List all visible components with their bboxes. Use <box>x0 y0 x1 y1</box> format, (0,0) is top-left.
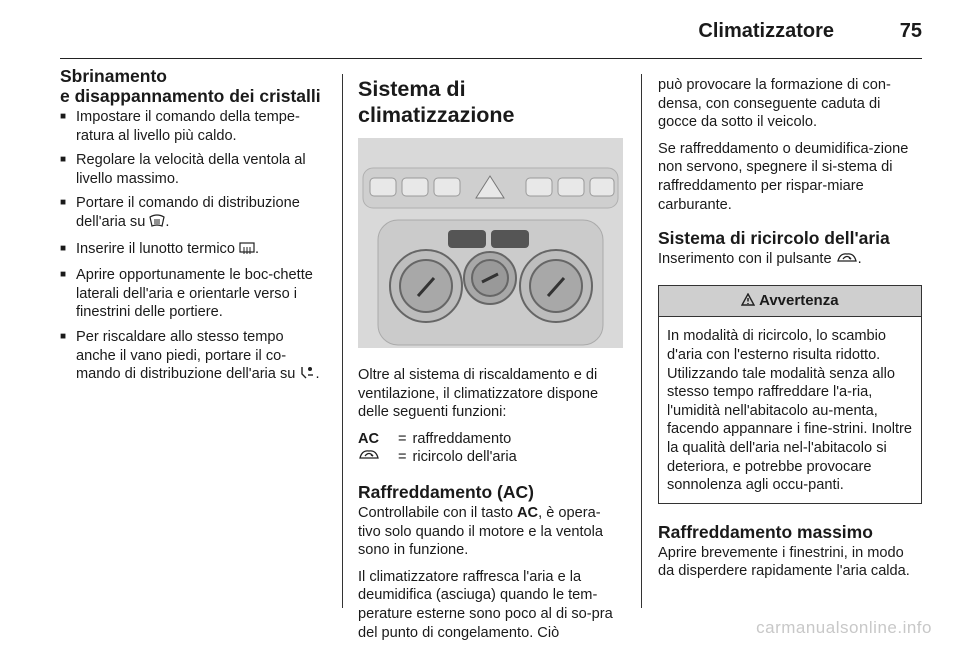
list-item: ■ Impostare il comando della tempe-ratura al livello più caldo. <box>60 108 326 145</box>
windscreen-defrost-icon <box>149 214 165 234</box>
list-item: ■ Inserire il lunotto termico . <box>60 240 326 261</box>
cooling-heading: Raffreddamento (AC) <box>358 481 534 502</box>
defrost-steps <box>60 108 326 386</box>
max-cooling-heading: Raffreddamento massimo <box>658 521 873 542</box>
warning-text: In modalità di ricircolo, lo scambio d'aria con l'esterno risulta ridotto. Utilizzando tale modalità senza allo stesso tempo raffreddare l'a-ria, l'umidità nell'abitacolo au-menta, facendo appannare i fine-strini. Inoltre la qualità dell'aria nel-l'abitacolo si deteriora, e potrebbe provocare sonnolenza agli occu-panti. <box>667 328 913 494</box>
section-title: Climatizzatore <box>698 20 834 42</box>
defrost-heading: Sbrinamento e disappannamento dei cristalli <box>60 66 321 106</box>
cooling-paragraph: Controllabile con il tasto AC, è opera-tivo solo quando il motore e la ventola sono in funzione. <box>358 504 604 559</box>
feet-windscreen-icon <box>299 366 315 386</box>
recirculation-icon <box>358 450 380 466</box>
warning-icon <box>741 292 759 309</box>
control-panel-photo <box>358 138 623 348</box>
list-item: ■ Portare il comando di distribuzione dell'aria su . <box>60 194 326 233</box>
warning-header: Avvertenza <box>659 286 921 318</box>
recirculation-icon <box>836 251 858 271</box>
table-row: AC = raffreddamento <box>358 430 512 447</box>
list-item: ■ Aprire opportunamente le boc-chette laterali dell'aria e orientarle verso i finestrini delle portiere. <box>60 266 326 322</box>
page-header <box>60 18 922 59</box>
watermark: carmanualsonline.info <box>756 618 932 637</box>
saving-paragraph: Se raffreddamento o deumidifica-zione non servono, spegnere il si-stema di raffreddamento per rispar-miare carburante. <box>658 140 909 213</box>
column-left <box>60 66 326 392</box>
ac-symbol: AC <box>358 430 380 447</box>
warning-box <box>658 285 922 504</box>
max-cooling-paragraph: Aprire brevemente i finestrini, in modo da disperdere rapidamente l'aria calda. <box>658 544 910 580</box>
column-right <box>658 76 922 589</box>
cooling-paragraph-2: Il climatizzatore raffresca l'aria e la deumidifica (asciuga) quando le tem-perature esterne sono poco al di so-pra del punto di congelamento. Ciò <box>358 568 613 641</box>
column-divider <box>342 74 343 608</box>
recirculation-paragraph: Inserimento con il pulsante . <box>658 250 922 271</box>
column-divider <box>641 74 642 608</box>
column-middle <box>358 66 623 650</box>
list-item: ■ Per riscaldare allo stesso tempo anche il vano piedi, portare il co-mando di distribuzione dell'aria su . <box>60 328 326 386</box>
page-title: Sistema di climatizzazione <box>358 77 515 127</box>
condensation-paragraph: può provocare la formazione di con-densa, con conseguente caduta di gocce da sotto il veicolo. <box>658 77 891 131</box>
page-number: 75 <box>899 20 922 42</box>
list-item: ■ Regolare la velocità della ventola al livello massimo. <box>60 151 326 188</box>
rear-window-heater-icon <box>239 241 255 261</box>
recirculation-heading: Sistema di ricircolo dell'aria <box>658 228 890 249</box>
functions-table <box>358 430 523 468</box>
intro-text: Oltre al sistema di riscaldamento e di ventilazione, il climatizzatore dispone delle seguenti funzioni: <box>358 367 599 421</box>
table-row: = ricircolo dell'aria <box>358 448 523 468</box>
